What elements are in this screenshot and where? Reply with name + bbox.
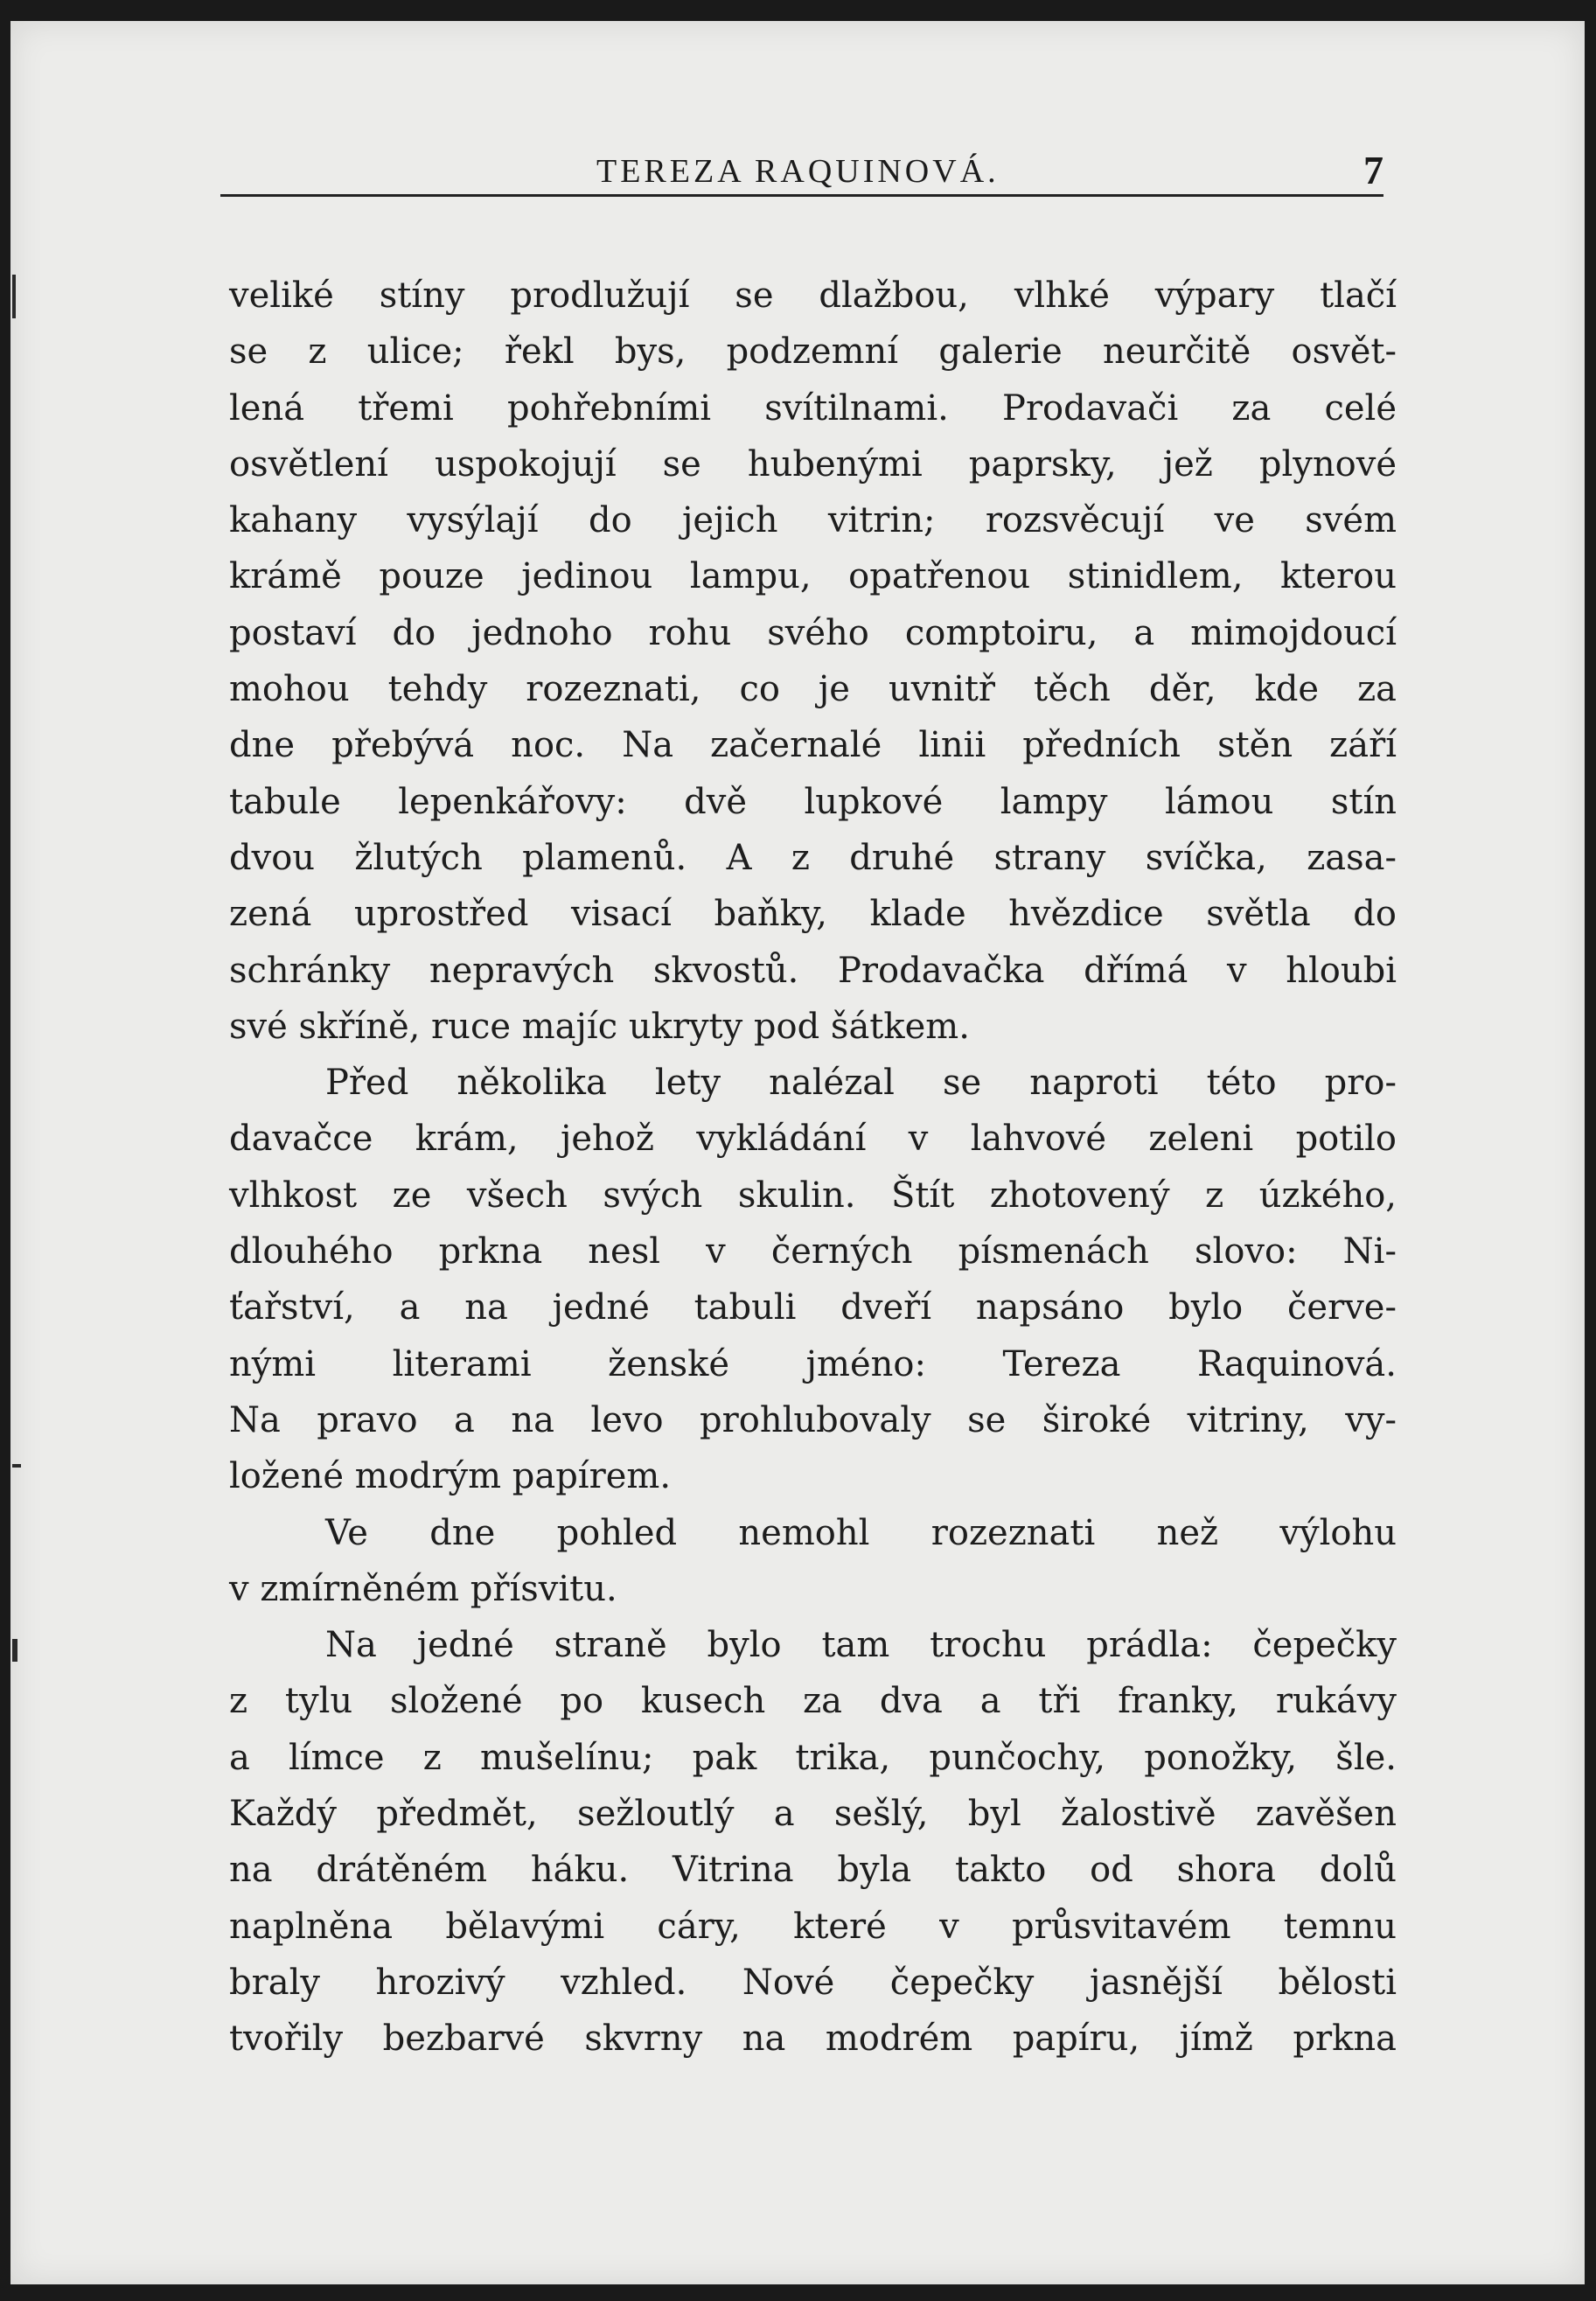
book-page [10, 21, 1585, 2284]
text-line: tabule lepenkářovy: dvě lupkové lampy lámou stín [229, 781, 1397, 822]
text-line: Na pravo a na levo prohlubovaly se široké vitriny, vy- [229, 1399, 1397, 1440]
text-line: braly hrozivý vzhled. Nové čepečky jasnější bělosti [229, 1962, 1397, 2003]
margin-speck [12, 1639, 17, 1662]
text-line: Každý předmět, sežloutlý a sešlý, byl žalostivě zavěšen [229, 1794, 1397, 1835]
text-line: mohou tehdy rozeznati, co je uvnitř těch děr, kde za [229, 669, 1397, 710]
text-line: ložené modrým papírem. [229, 1456, 672, 1497]
text-line: zená uprostřed visací baňky, klade hvězdice světla do [229, 894, 1397, 935]
text-line: postaví do jednoho rohu svého comptoiru, a mimojdoucí [229, 612, 1397, 653]
text-line: lená třemi pohřebními svítilnami. Prodavači za celé [229, 387, 1397, 429]
running-title: TEREZA RAQUINOVÁ. [596, 153, 1000, 190]
text-line: dne přebývá noc. Na začernalé linii předních stěn září [229, 725, 1397, 766]
text-line: se z ulice; řekl bys, podzemní galerie neurčitě osvět- [229, 331, 1397, 373]
text-line: vlhkost ze všech svých skulin. Štít zhotovený z úzkého, [229, 1175, 1397, 1216]
text-line: nými literami ženské jméno: Tereza Raquinová. [229, 1343, 1397, 1384]
text-line: své skříně, ruce majíc ukryty pod šátkem. [229, 1006, 970, 1047]
text-line: kahany vysýlají do jejich vitrin; rozsvěcují ve svém [229, 500, 1397, 541]
text-line: Před několika lety nalézal se naproti této pro- [325, 1063, 1397, 1104]
running-header [220, 142, 1383, 197]
text-line: schránky nepravých skvostů. Prodavačka dřímá v hloubi [229, 950, 1397, 991]
text-line: dlouhého prkna nesl v černých písmenách slovo: Ni- [229, 1231, 1397, 1273]
body-text [229, 268, 1397, 2067]
text-line: na drátěném háku. Vitrina byla takto od shora dolů [229, 1850, 1397, 1891]
text-line: a límce z mušelínu; pak trika, punčochy, ponožky, šle. [229, 1737, 1397, 1778]
margin-speck [12, 1464, 21, 1468]
text-line: v zmírněném přísvitu. [229, 1568, 617, 1609]
text-line: naplněna bělavými cáry, které v průsvitavém temnu [229, 1906, 1397, 1947]
page-number: 7 [1363, 148, 1383, 192]
text-line: z tylu složené po kusech za dva a tři franky, rukávy [229, 1681, 1397, 1722]
text-line: Ve dne pohled nemohl rozeznati než výlohu [325, 1512, 1397, 1553]
margin-speck [12, 275, 16, 318]
text-line: Na jedné straně bylo tam trochu prádla: čepečky [325, 1625, 1397, 1666]
text-line: osvětlení uspokojují se hubenými paprsky, jež plynové [229, 443, 1397, 485]
text-line: krámě pouze jedinou lampu, opatřenou stinidlem, kterou [229, 556, 1397, 597]
text-line: veliké stíny prodlužují se dlažbou, vlhké výpary tlačí [229, 275, 1397, 316]
text-line: dvou žlutých plamenů. A z druhé strany svíčka, zasa- [229, 837, 1397, 878]
text-line: davačce krám, jehož vykládání v lahvové zeleni potilo [229, 1119, 1397, 1160]
text-line: tvořily bezbarvé skvrny na modrém papíru, jímž prkna [229, 2019, 1397, 2060]
text-line: ťařství, a na jedné tabuli dveří napsáno bylo červe- [229, 1287, 1397, 1328]
